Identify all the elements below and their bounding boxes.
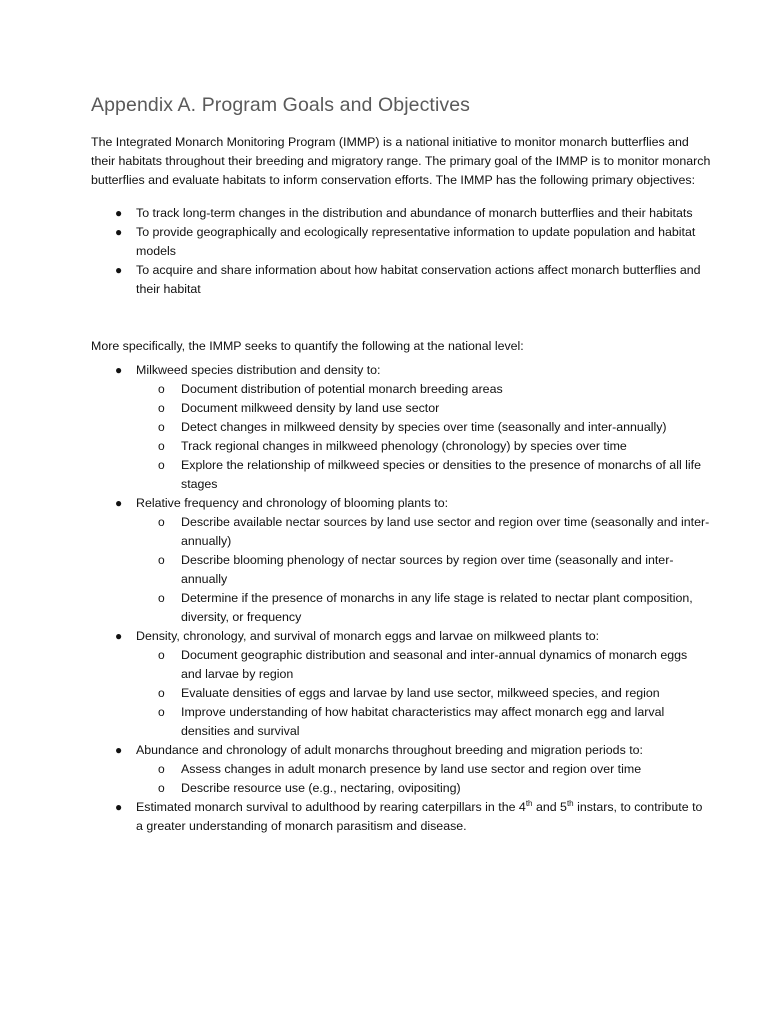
sub-list: [136, 513, 711, 627]
specific-item: [91, 361, 711, 494]
sub-item: [136, 418, 711, 437]
circle-bullet-icon: o: [158, 401, 165, 415]
bullet-icon: ●: [115, 363, 123, 377]
sub-item: [136, 399, 711, 418]
specific-item: [91, 741, 711, 798]
bullet-icon: ●: [115, 743, 123, 757]
specifics-lead: More specifically, the IMMP seeks to quantify the following at the national level:: [91, 339, 524, 353]
sub-item-text: Detect changes in milkweed density by species over time (seasonally and inter-annually): [181, 420, 667, 434]
sub-item-text: Evaluate densities of eggs and larvae by land use sector, milkweed species, and region: [181, 686, 660, 700]
sub-item-text: Determine if the presence of monarchs in any life stage is related to nectar plant composition, diversity, or frequency: [181, 591, 693, 624]
sub-item: [136, 703, 711, 741]
circle-bullet-icon: o: [158, 648, 165, 662]
objective-item: [91, 204, 711, 223]
objective-text: To provide geographically and ecologically representative information to update population and habitat models: [136, 225, 696, 258]
sub-item-text: Track regional changes in milkweed phenology (chronology) by species over time: [181, 439, 627, 453]
circle-bullet-icon: o: [158, 553, 165, 567]
objective-item: [91, 223, 711, 261]
objective-text: To acquire and share information about how habitat conservation actions affect monarch butterflies and their habitat: [136, 263, 701, 296]
specific-label: Abundance and chronology of adult monarchs throughout breeding and migration periods to:: [136, 743, 643, 757]
sub-item: [136, 437, 711, 456]
intro-paragraph: The Integrated Monarch Monitoring Program (IMMP) is a national initiative to monitor monarch butterflies and their habitats throughout their breeding and migratory range. The primary goal of the IMMP is to monitor monarch butterflies and evaluate habitats to inform conservation efforts. The IMMP has the following primary objectives:: [91, 135, 711, 187]
circle-bullet-icon: o: [158, 686, 165, 700]
specifics-list: [91, 361, 711, 836]
specific-label: Relative frequency and chronology of blooming plants to:: [136, 496, 449, 510]
circle-bullet-icon: o: [158, 420, 165, 434]
objectives-list: [91, 204, 711, 299]
specific-label: Density, chronology, and survival of monarch eggs and larvae on milkweed plants to:: [136, 629, 600, 643]
sub-item: [136, 646, 711, 684]
sub-item-text: Document milkweed density by land use sector: [181, 401, 440, 415]
sub-item-text: Explore the relationship of milkweed species or densities to the presence of monarchs of all life stages: [181, 458, 701, 491]
sub-item: [136, 760, 711, 779]
page-title: Appendix A. Program Goals and Objectives: [91, 94, 471, 116]
circle-bullet-icon: o: [158, 515, 165, 529]
sub-item: [136, 380, 711, 399]
sub-item-text: Assess changes in adult monarch presence by land use sector and region over time: [181, 762, 642, 776]
objective-text: To track long-term changes in the distribution and abundance of monarch butterflies and their habitats: [136, 206, 693, 220]
sub-item: [136, 551, 711, 589]
circle-bullet-icon: o: [158, 762, 165, 776]
circle-bullet-icon: o: [158, 439, 165, 453]
circle-bullet-icon: o: [158, 458, 165, 472]
specific-item: [91, 627, 711, 741]
circle-bullet-icon: o: [158, 382, 165, 396]
sub-item: [136, 456, 711, 494]
sub-list: [136, 760, 711, 798]
specific-label: Milkweed species distribution and density to:: [136, 363, 381, 377]
bullet-icon: ●: [115, 263, 123, 277]
bullet-icon: ●: [115, 206, 123, 220]
specific-item: [91, 494, 711, 627]
sub-item-text: Describe resource use (e.g., nectaring, ovipositing): [181, 781, 461, 795]
circle-bullet-icon: o: [158, 591, 165, 605]
sub-list: [136, 380, 711, 494]
sub-item-text: Describe available nectar sources by land use sector and region over time (seasonally and inter-annually): [181, 515, 710, 548]
specific-item: [91, 798, 711, 836]
bullet-icon: ●: [115, 629, 123, 643]
circle-bullet-icon: o: [158, 705, 165, 719]
bullet-icon: ●: [115, 225, 123, 239]
sub-item: [136, 589, 711, 627]
sub-item-text: Describe blooming phenology of nectar sources by region over time (seasonally and inter-annually: [181, 553, 674, 586]
sub-item: [136, 779, 711, 798]
sub-item: [136, 684, 711, 703]
sub-item-text: Improve understanding of how habitat characteristics may affect monarch egg and larval densities and survival: [181, 705, 665, 738]
bullet-icon: ●: [115, 496, 123, 510]
sub-item-text: Document distribution of potential monarch breeding areas: [181, 382, 503, 396]
sub-item-text: Document geographic distribution and seasonal and inter-annual dynamics of monarch eggs and larvae by region: [181, 648, 688, 681]
final-item-text: Estimated monarch survival to adulthood by rearing caterpillars in the 4th and 5th instars, to contribute to a greater understanding of monarch parasitism and disease.: [136, 799, 703, 833]
objective-item: [91, 261, 711, 299]
sub-list: [136, 646, 711, 741]
circle-bullet-icon: o: [158, 781, 165, 795]
bullet-icon: ●: [115, 800, 123, 814]
sub-item: [136, 513, 711, 551]
